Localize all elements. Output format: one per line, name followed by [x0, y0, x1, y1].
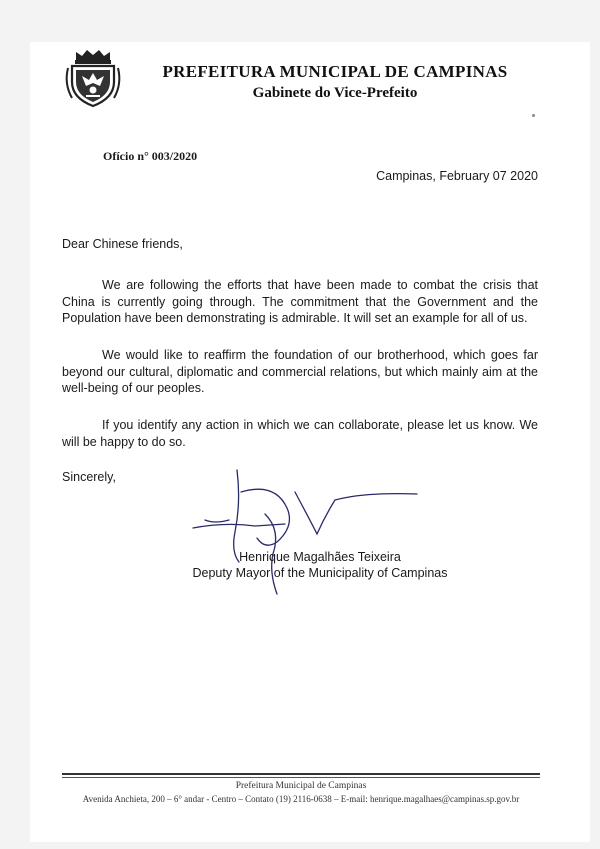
salutation: Dear Chinese friends,: [62, 237, 183, 251]
closing: Sincerely,: [62, 470, 116, 484]
letter-reference: Ofício n° 003/2020: [103, 149, 198, 163]
handwritten-signature-icon: [185, 462, 425, 602]
coat-of-arms-icon: [62, 46, 124, 108]
footer-divider: [62, 773, 540, 775]
signatory-name: Henrique Magalhães Teixeira: [239, 550, 401, 564]
body-paragraph: We would like to reaffirm the foundation of our brotherhood, which goes far beyond our cultural, diplomatic and commercial relations, but which mainly aim at the well-being of our peoples.: [62, 348, 538, 395]
letterhead-subtitle: Gabinete do Vice-Prefeito: [252, 85, 418, 101]
speck: [532, 114, 535, 117]
footer-contact: Avenida Anchieta, 200 – 6° andar - Centro – Contato (19) 2116-0638 – E-mail: henrique.magalhaes@campinas.sp.gov.br: [82, 794, 520, 804]
body-paragraph: If you identify any action in which we can collaborate, please let us know. We will be happy to do so.: [62, 418, 538, 449]
letterhead-title: PREFEITURA MUNICIPAL DE CAMPINAS: [162, 62, 508, 81]
signatory-title: Deputy Mayor of the Municipality of Campinas: [192, 566, 448, 580]
footer-organization: Prefeitura Municipal de Campinas: [235, 781, 367, 791]
body-paragraph: We are following the efforts that have been made to combat the crisis that China is currently going through. The commitment that the Government and the Population have been demonstrating is admirable. It will set an example for all of us.: [62, 278, 538, 325]
letter-date: Campinas, February 07 2020: [376, 169, 538, 183]
footer-divider-thin: [62, 777, 540, 778]
